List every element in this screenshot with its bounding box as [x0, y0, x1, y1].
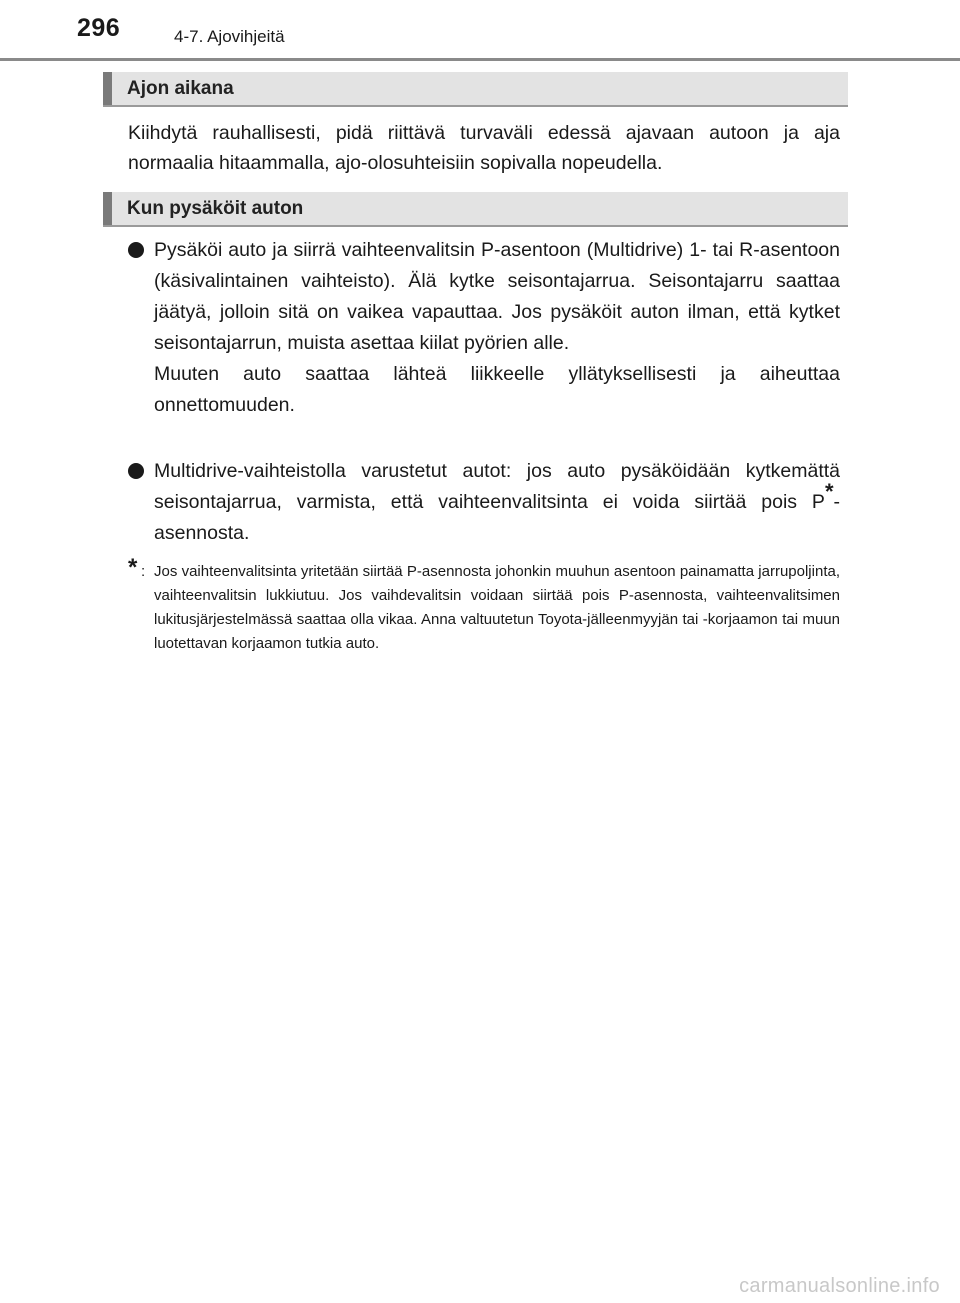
bullet-text-after: -asennosta.: [154, 491, 840, 544]
chapter-title: 4-7. Ajovihjeitä: [174, 27, 285, 46]
section-heading-label: Kun pysäköit auton: [127, 198, 304, 219]
bullet-item: [128, 235, 840, 421]
watermark: carmanualsonline.info: [739, 1275, 940, 1297]
section-heading-label: Ajon aikana: [127, 78, 234, 99]
bullet-text: Pysäköi auto ja siirrä vaihteenvalitsin P-asentoon (Multidrive) 1- tai R-asentoon (käsivalintainen vaihteisto). Älä kytke seisontajarrua. Seisontajarru saattaa jäätyä, jolloin sitä on vaikea vapauttaa. Jos pysäköit auton ilman, että kytket seisontajarrun, muista asettaa kiilat pyörien alle.: [154, 239, 840, 354]
footnote: [128, 554, 840, 656]
section-heading-pysakointi: [103, 192, 848, 227]
page-number: 296: [77, 14, 121, 42]
asterisk-superscript: *: [824, 479, 834, 504]
bullet-item: [128, 456, 840, 549]
footnote-text: Jos vaihteenvalitsinta yritetään siirtää P-asennosta johonkin muuhun asentoon painamatta jarrupoljinta, vaihteenvalitsin lukkiutuu. Jos vaihdevalitsin voidaan siirtää pois P-asennosta, vaihteenvalitsimen lukitusjärjestelmässä saattaa olla vikaa. Anna valtuutetun Toyota-jälleenmyyjän tai -korjaamon tai muun luotettavan korjaamon tutkia auto.: [154, 563, 840, 652]
page-header: [0, 0, 960, 62]
driving-paragraph: Kiihdytä rauhallisesti, pidä riittävä turvaväli edessä ajavaan autoon ja aja normaalia hitaammalla, ajo-olosuhteisiin sopivalla nopeudella.: [128, 122, 840, 174]
bullet-text: [154, 456, 840, 549]
section-heading-accent: [103, 192, 112, 225]
section-heading-ajon-aikana: [103, 72, 848, 107]
header-divider: [0, 58, 960, 61]
footnote-marker: *: [128, 554, 138, 581]
bullet-continuation: Muuten auto saattaa lähteä liikkeelle yllätyksellisesti ja aiheuttaa onnettomuuden.: [154, 363, 840, 416]
section-heading-accent: [103, 72, 112, 105]
bullet-dot-icon: [128, 242, 144, 258]
bullet-text-before: Multidrive-vaihteistolla varustetut autot: jos auto pysäköidään kytkemättä seisontajarrua, varmista, että vaihteenvalitsinta ei voida siirtää pois P: [154, 460, 840, 513]
bullet-dot-icon: [128, 463, 144, 479]
footnote-colon: :: [141, 563, 146, 580]
